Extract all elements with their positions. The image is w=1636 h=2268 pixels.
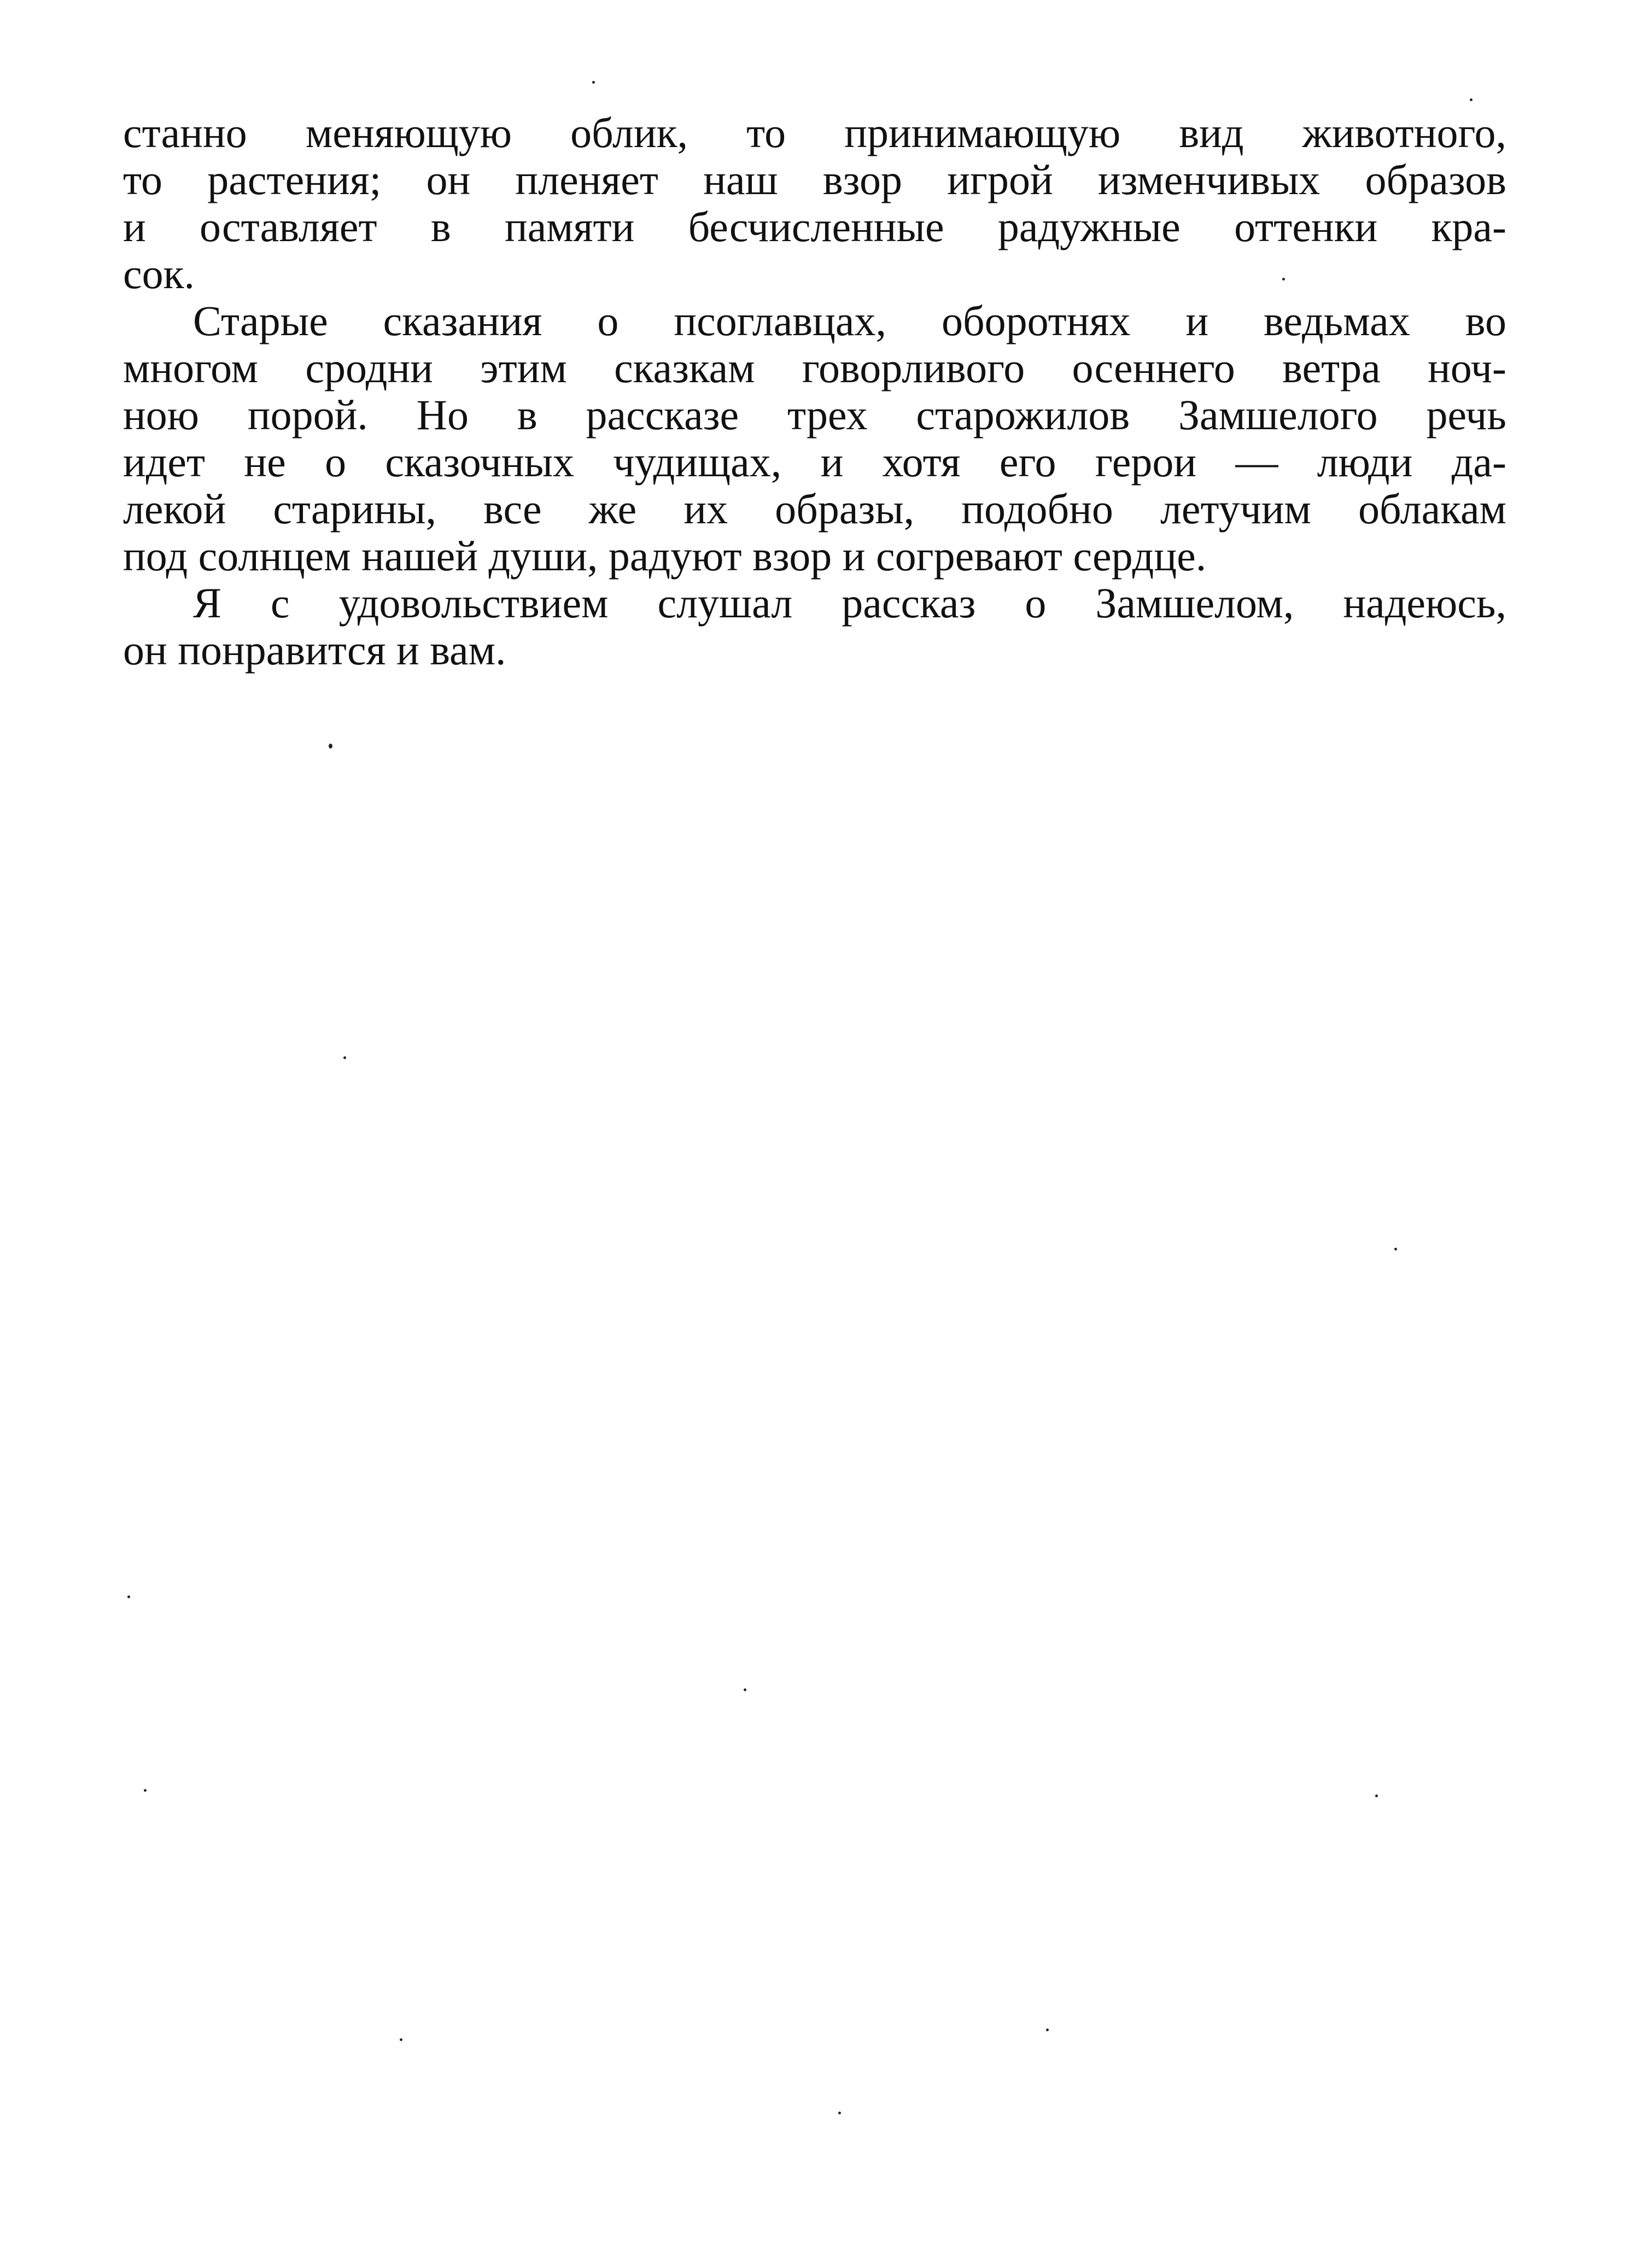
scan-speck xyxy=(144,1789,147,1792)
text-line: то растения; он пленяет наш взор игрой изменчивых образов xyxy=(123,156,1506,203)
text-line: Старые сказания о псоглавцах, оборотнях и ведьмах во xyxy=(193,297,1506,344)
scan-speck xyxy=(1046,2029,1049,2031)
text-line: ною порой. Но в рассказе трех старожилов Замшелого речь xyxy=(123,391,1506,439)
text-line: идет не о сказочных чудищах, и хотя его герои — люди да- xyxy=(123,438,1506,486)
text-line: под солнцем нашей души, радуют взор и согревают сердце. xyxy=(123,532,1207,580)
scan-speck xyxy=(592,81,595,84)
text-line: он понравится и вам. xyxy=(123,626,506,674)
text-line: сок. xyxy=(123,250,195,297)
scan-speck xyxy=(1470,98,1473,101)
text-line: лекой старины, все же их образы, подобно летучим облакам xyxy=(123,485,1506,533)
scan-speck xyxy=(127,1595,130,1598)
text-line: многом сродни этим сказкам говорливого осеннего ветра ноч- xyxy=(123,344,1506,391)
scan-speck xyxy=(1394,1248,1397,1250)
scan-speck xyxy=(1375,1794,1378,1797)
page-text xyxy=(123,109,1506,674)
scan-speck xyxy=(1282,278,1285,280)
scan-speck xyxy=(400,2038,402,2041)
scan-speck xyxy=(744,1688,746,1691)
text-line: станно меняющую облик, то принимающую вид животного, xyxy=(123,109,1506,156)
scan-speck xyxy=(343,1056,346,1059)
scan-speck xyxy=(329,744,332,749)
scan-speck xyxy=(838,2112,841,2114)
text-line: Я с удовольствием слушал рассказ о Замшелом, надеюсь, xyxy=(193,579,1506,627)
text-line: и оставляет в памяти бесчисленные радужные оттенки кра- xyxy=(123,203,1506,250)
